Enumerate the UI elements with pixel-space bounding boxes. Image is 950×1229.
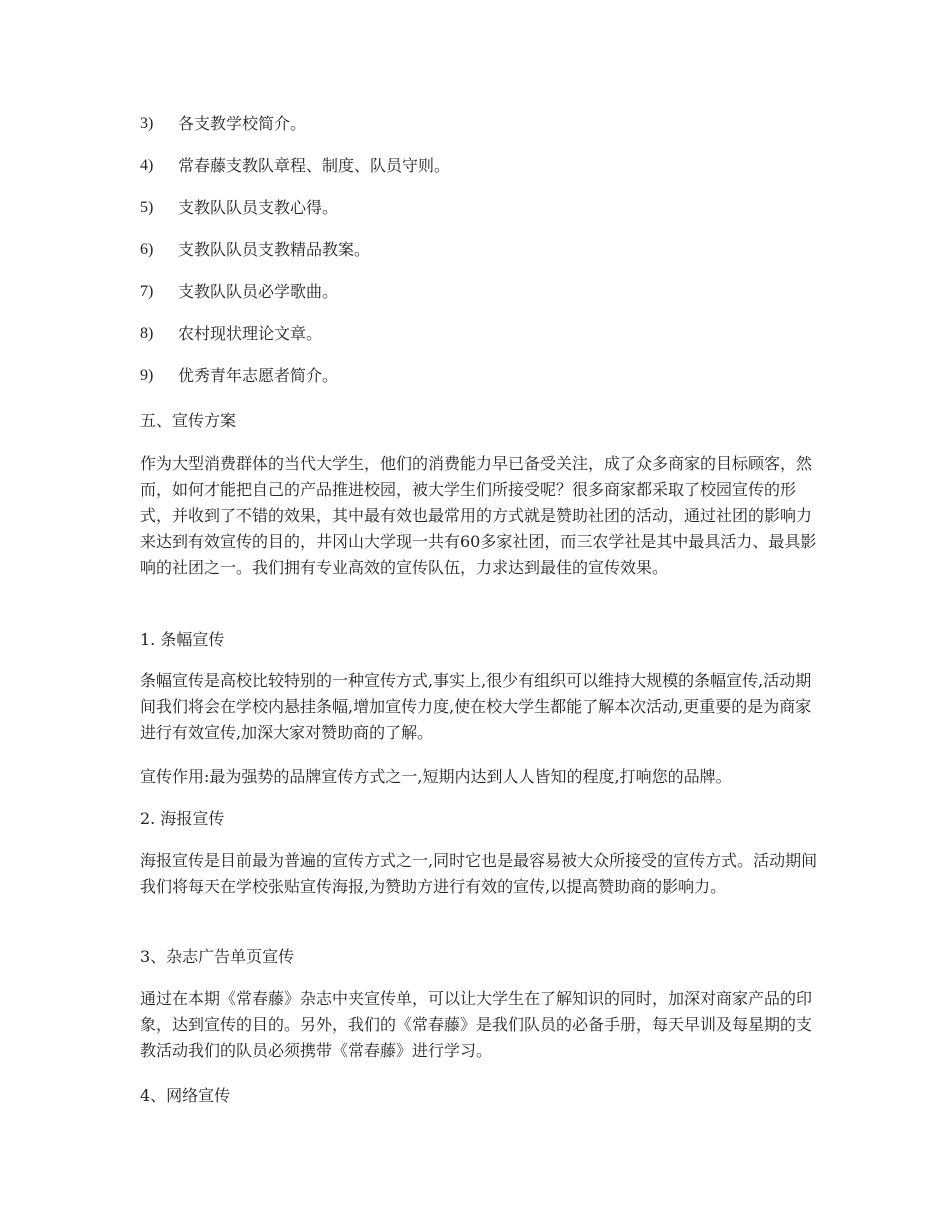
publicity-intro-paragraph: 作为大型消费群体的当代大学生，他们的消费能力早已备受关注，成了众多商家的目标顾客，然而，如何才能把自己的产品推进校园，被大学生们所接受呢？很多商家都采取了校园宣传的形式，并收到了不错的效果，其中最有效也最常用的方式就是赞助社团的活动，通过社团的影响力来达到有效宣传的目的，井冈山大学现一共有60多家社团，而三农学社是其中最具活力、最具影响的社团之一。我们拥有专业高效的宣传队伍，力求达到最佳的宣传效果。 <box>140 454 817 577</box>
subheading-banner: 1. 条幅宣传 <box>140 630 225 649</box>
list-number: 5) <box>140 199 154 216</box>
list-item <box>140 238 820 280</box>
list-text: 支教队队员支教精品教案。 <box>178 240 371 259</box>
subheading-poster: 2. 海报宣传 <box>140 809 225 828</box>
list-item <box>140 280 820 322</box>
list-item <box>140 112 820 154</box>
subheading-magazine: 3、杂志广告单页宣传 <box>140 947 295 966</box>
section-heading-publicity-plan: 五、宣传方案 <box>140 411 237 430</box>
list-text: 各支教学校简介。 <box>178 114 307 133</box>
list-text: 优秀青年志愿者简介。 <box>178 366 339 385</box>
banner-paragraph: 条幅宣传是高校比较特别的一种宣传方式,事实上,很少有组织可以维持大规模的条幅宣传,活动期间我们将会在学校内悬挂条幅,增加宣传力度,使在校大学生都能了解本次活动,更重要的是为商家进行有效宣传,加深大家对赞助商的了解。 <box>140 671 812 742</box>
material-list <box>140 112 820 406</box>
list-text: 农村现状理论文章。 <box>178 324 323 343</box>
list-item <box>140 364 820 406</box>
list-number: 4) <box>140 157 154 174</box>
subheading-network: 4、网络宣传 <box>140 1086 231 1105</box>
list-number: 9) <box>140 367 154 384</box>
list-text: 支教队队员必学歌曲。 <box>178 282 339 301</box>
list-item <box>140 154 820 196</box>
list-number: 7) <box>140 283 154 300</box>
list-item <box>140 322 820 364</box>
banner-effect-paragraph: 宣传作用:最为强势的品牌宣传方式之一,短期内达到人人皆知的程度,打响您的品牌。 <box>140 767 732 786</box>
list-number: 8) <box>140 325 154 342</box>
list-number: 3) <box>140 115 154 132</box>
poster-paragraph: 海报宣传是目前最为普遍的宣传方式之一,同时它也是最容易被大众所接受的宣传方式。活动期间我们将每天在学校张贴宣传海报,为赞助方进行有效的宣传,以提高赞助商的影响力。 <box>140 851 818 896</box>
magazine-paragraph: 通过在本期《常春藤》杂志中夹宣传单，可以让大学生在了解知识的同时，加深对商家产品的印象，达到宣传的目的。另外，我们的《常春藤》是我们队员的必备手册，每天早训及每星期的支教活动我们的队员必须携带《常春藤》进行学习。 <box>140 989 813 1060</box>
list-text: 支教队队员支教心得。 <box>178 198 339 217</box>
list-text: 常春藤支教队章程、制度、队员守则。 <box>178 156 451 175</box>
list-item <box>140 196 820 238</box>
list-number: 6) <box>140 241 154 258</box>
